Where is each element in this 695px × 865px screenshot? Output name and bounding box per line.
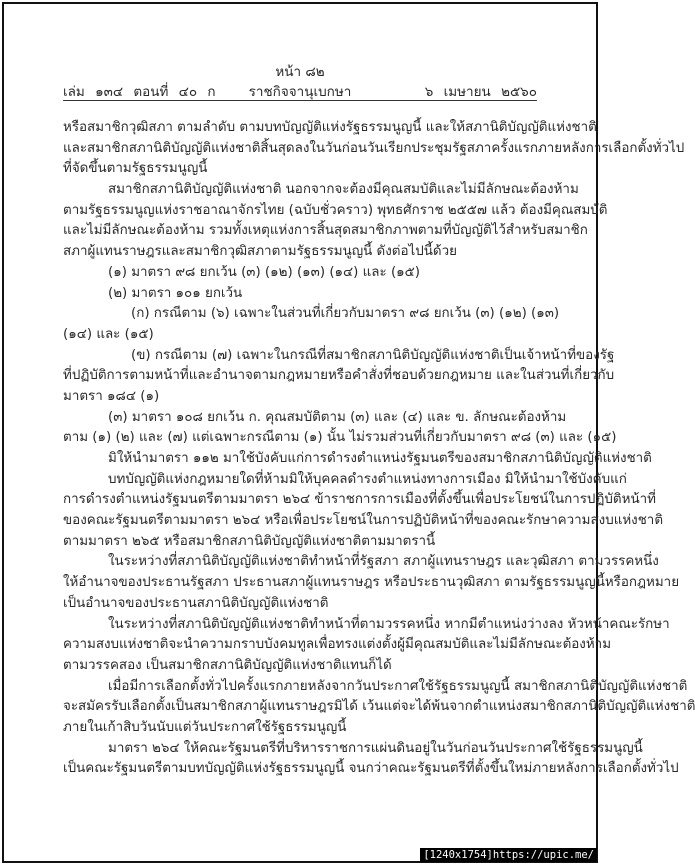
watermark-label: [1240x1754]https://upic.me/ xyxy=(420,848,597,862)
text-line: ในระหว่างที่สภานิติบัญญัติแห่งชาติทำหน้าที่ตามวรรคหนึ่ง หากมีตำแหน่งว่างลง หัวหน้าคณะรักษา xyxy=(108,616,670,632)
running-header xyxy=(63,80,537,100)
list-item: (๒) มาตรา ๑๐๑ ยกเว้น xyxy=(108,285,243,301)
header-divider xyxy=(63,100,537,101)
text-line: ตามวรรคสอง เป็นสมาชิกสภานิติบัญญัติแห่งชาติแทนก็ได้ xyxy=(63,657,392,673)
page-number: หน้า ๘๒ xyxy=(275,64,325,80)
document-body xyxy=(63,118,695,780)
text-line: ในระหว่างที่สภานิติบัญญัติแห่งชาติทำหน้าที่รัฐสภา สภาผู้แทนราษฎร และวุฒิสภา ตามวรรคหนึ่ง xyxy=(108,554,659,570)
list-item: (๓) มาตรา ๑๐๘ ยกเว้น ก. คุณสมบัติตาม (๓) และ (๔) และ ข. ลักษณะต้องห้าม xyxy=(108,409,567,425)
text-line: เป็นอำนาจของประธานสภานิติบัญญัติแห่งชาติ xyxy=(63,595,329,611)
text-line: ตามมาตรา ๒๖๕ หรือสมาชิกสภานิติบัญญัติแห่งชาติตามมาตรานี้ xyxy=(63,533,436,549)
text-line: สมาชิกสภานิติบัญญัติแห่งชาติ นอกจากจะต้องมีคุณสมบัติและไม่มีลักษณะต้องห้าม xyxy=(108,182,579,198)
publication-date: ๖ เมษายน ๒๕๖๐ xyxy=(424,84,537,100)
text-line: ความสงบแห่งชาติจะนำความกราบบังคมทูลเพื่อทรงแต่งตั้งผู้มีคุณสมบัติและไม่มีลักษณะต้องห้าม xyxy=(63,637,612,653)
text-line: การดำรงตำแหน่งรัฐมนตรีตามมาตรา ๒๖๔ ข้าราชการการเมืองที่ตั้งขึ้นเพื่อประโยชน์ในการปฏิบัติหน้าที่ xyxy=(63,492,656,508)
list-subitem: (ก) กรณีตาม (๖) เฉพาะในส่วนที่เกี่ยวกับมาตรา ๙๘ ยกเว้น (๓) (๑๒) (๑๓) xyxy=(131,306,560,322)
text-line: (๑๔) และ (๑๕) xyxy=(63,326,154,342)
text-line: และสมาชิกสภานิติบัญญัติแห่งชาติสิ้นสุดลงในวันก่อนวันเรียกประชุมรัฐสภาครั้งแรกภายหลังการเลือกตั้งทั่วไป xyxy=(63,140,685,156)
list-subitem: (ข) กรณีตาม (๗) เฉพาะในกรณีที่สมาชิกสภานิติบัญญัติแห่งชาติเป็นเจ้าหน้าที่ของรัฐ xyxy=(131,347,615,363)
text-line: ให้อำนาจของประธานรัฐสภา ประธานสภาผู้แทนราษฎร หรือประธานวุฒิสภา ตามรัฐธรรมนูญนี้หรือกฎหมาย xyxy=(63,575,680,591)
text-line: จะสมัครรับเลือกตั้งเป็นสมาชิกสภาผู้แทนราษฎรมิได้ เว้นแต่จะได้พ้นจากตำแหน่งสมาชิกสภานิติบัญญัติแห่งชาติ xyxy=(63,699,695,715)
text-line: บทบัญญัติแห่งกฎหมายใดที่ห้ามมิให้บุคคลดำรงตำแหน่งทางการเมือง มิให้นำมาใช้บังคับแก่ xyxy=(108,471,627,487)
text-line: ภายในเก้าสิบวันนับแต่วันประกาศใช้รัฐธรรมนูญนี้ xyxy=(63,719,347,735)
section-heading-line: มาตรา ๒๖๔ ให้คณะรัฐมนตรีที่บริหารราชการแผ่นดินอยู่ในวันก่อนวันประกาศใช้รัฐธรรมนูญนี้ xyxy=(108,740,643,756)
text-line: และไม่มีลักษณะต้องห้าม รวมทั้งเหตุแห่งการสิ้นสุดสมาชิกภาพตามที่บัญญัติไว้สำหรับสมาชิก xyxy=(63,223,588,239)
text-line: เป็นคณะรัฐมนตรีตามบทบัญญัติแห่งรัฐธรรมนูญนี้ จนกว่าคณะรัฐมนตรีที่ตั้งขึ้นใหม่ภายหลังการเลือกตั้งทั่วไป xyxy=(63,761,679,777)
text-line: ตาม (๑) (๒) และ (๗) แต่เฉพาะกรณีตาม (๑) นั้น ไม่รวมส่วนที่เกี่ยวกับมาตรา ๙๘ (๓) และ (๑๕) xyxy=(63,430,617,446)
text-line: ของคณะรัฐมนตรีตามมาตรา ๒๖๔ หรือเพื่อประโยชน์ในการปฏิบัติหน้าที่ของคณะรักษาความสงบแห่งชาติ xyxy=(63,513,664,529)
text-line: ตามรัฐธรรมนูญแห่งราชอาณาจักรไทย (ฉบับชั่วคราว) พุทธศักราช ๒๕๕๗ แล้ว ต้องมีคุณสมบัติ xyxy=(63,202,608,218)
text-line: มาตรา ๑๘๔ (๑) xyxy=(63,388,160,404)
text-line: สภาผู้แทนราษฎรและสมาชิกวุฒิสภาตามรัฐธรรมนูญนี้ ดังต่อไปนี้ด้วย xyxy=(63,244,457,260)
volume-issue: เล่ม ๑๓๔ ตอนที่ ๔๐ ก xyxy=(63,84,216,100)
text-line: เมื่อมีการเลือกตั้งทั่วไปครั้งแรกภายหลังจากวันประกาศใช้รัฐธรรมนูญนี้ สมาชิกสภานิติบัญญัติแห่งชาติ xyxy=(108,678,688,694)
publication-title: ราชกิจจานุเบกษา xyxy=(248,84,352,100)
text-line: มิให้นำมาตรา ๑๑๒ มาใช้บังคับแก่การดำรงตำแหน่งรัฐมนตรีของสมาชิกสภานิติบัญญัติแห่งชาติ xyxy=(108,451,652,466)
text-line: หรือสมาชิกวุฒิสภา ตามลำดับ ตามบทบัญญัติแห่งรัฐธรรมนูญนี้ และให้สภานิติบัญญัติแห่งชาติ xyxy=(63,120,597,135)
list-item: (๑) มาตรา ๙๘ ยกเว้น (๓) (๑๒) (๑๓) (๑๔) และ (๑๕) xyxy=(108,264,421,280)
text-line: ที่ปฏิบัติการตามหน้าที่และอำนาจตามกฎหมายหรือคำสั่งที่ชอบด้วยกฎหมาย และในส่วนที่เกี่ยวกับ xyxy=(63,368,615,384)
text-line: ที่จัดขึ้นตามรัฐธรรมนูญนี้ xyxy=(63,161,208,177)
